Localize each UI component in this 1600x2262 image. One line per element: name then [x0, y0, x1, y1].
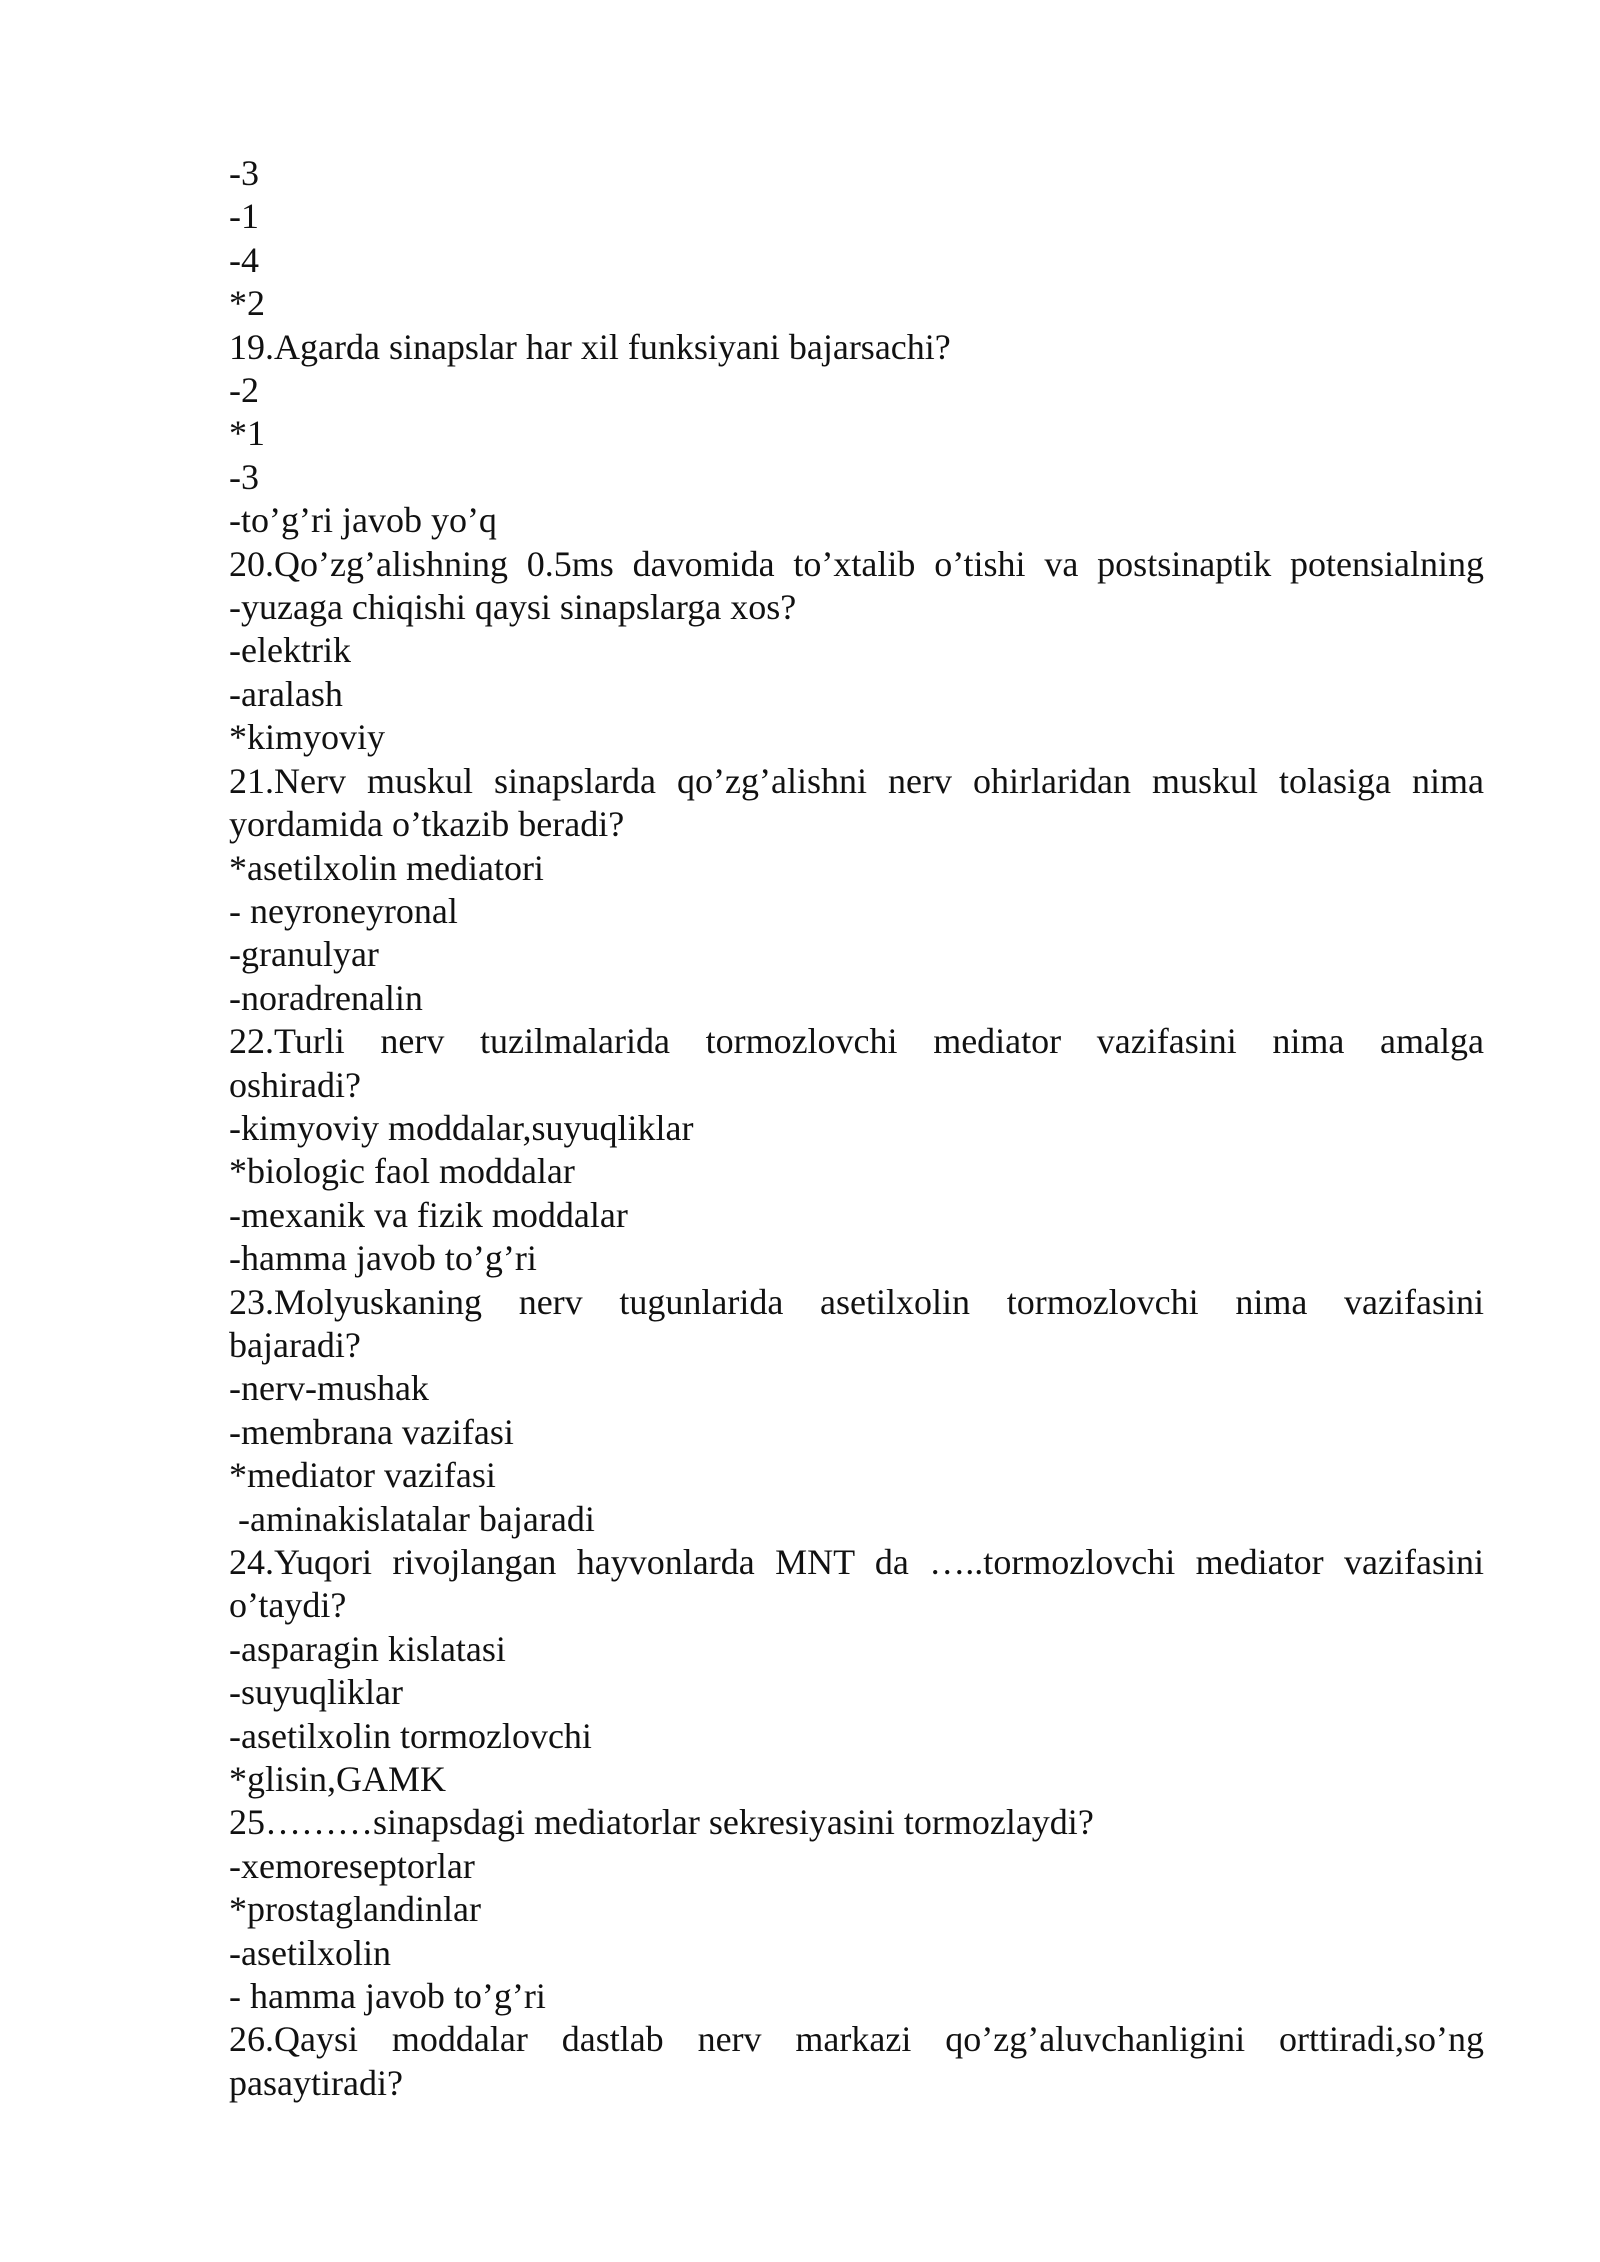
text-line: -membrana vazifasi	[229, 1411, 514, 1452]
text-line: -3	[229, 456, 259, 497]
text-line: yordamida o’tkazib beradi?	[229, 804, 625, 845]
question-23: 23.Molyuskaning nerv tugunlarida asetilxolin tormozlovchi nima vazifasini	[229, 1281, 1484, 1322]
question-21: 21.Nerv muskul sinapslarda qo’zg’alishni nerv ohirlaridan muskul tolasiga nima	[229, 760, 1484, 801]
text-line: bajaradi?	[229, 1324, 361, 1365]
text-line: -kimyoviy moddalar,suyuqliklar	[229, 1107, 694, 1148]
text-line: *asetilxolin mediatori	[229, 847, 544, 888]
text-line: -1	[229, 196, 259, 237]
text-line: -nerv-mushak	[229, 1368, 429, 1409]
text-line: -elektrik	[229, 630, 351, 671]
text-line: *glisin,GAMK	[229, 1759, 447, 1800]
text-line: -granulyar	[229, 934, 379, 975]
text-line: -suyuqliklar	[229, 1672, 403, 1713]
document-text	[229, 152, 1484, 2105]
text-line: oshiradi?	[229, 1064, 361, 1105]
text-line: -mexanik va fizik moddalar	[229, 1194, 628, 1235]
question-24: 24.Yuqori rivojlangan hayvonlarda MNT da …..tormozlovchi mediator vazifasini	[229, 1542, 1484, 1582]
text-line: -4	[229, 239, 259, 280]
text-line: -yuzaga chiqishi qaysi sinapslarga xos?	[229, 587, 797, 628]
question-19: 19.Agarda sinapslar har xil funksiyani bajarsachi?	[229, 326, 951, 367]
text-line: -3	[229, 153, 259, 193]
text-line: pasaytiradi?	[229, 2062, 403, 2103]
text-line: -asetilxolin	[229, 1932, 391, 1973]
text-line: *mediator vazifasi	[229, 1455, 496, 1496]
question-26: 26.Qaysi moddalar dastlab nerv markazi qo’zg’aluvchanligini orttiradi,so’ng	[229, 2019, 1484, 2060]
text-line: -asparagin kislatasi	[229, 1628, 506, 1669]
text-line: *prostaglandinlar	[229, 1889, 481, 1930]
text-line: - hamma javob to’g’ri	[229, 1976, 546, 2017]
text-line: -aralash	[229, 673, 343, 714]
question-22: 22.Turli nerv tuzilmalarida tormozlovchi mediator vazifasini nima amalga	[229, 1021, 1484, 1062]
question-20: 20.Qo’zg’alishning 0.5ms davomida to’xtalib o’tishi va postsinaptik potensialning	[229, 543, 1484, 584]
text-line: *kimyoviy	[229, 717, 386, 758]
text-line: -noradrenalin	[229, 977, 423, 1018]
text-line: -aminakislatalar bajaradi	[229, 1498, 595, 1539]
text-line: *1	[229, 413, 265, 454]
text-line: - neyroneyronal	[229, 890, 458, 931]
text-line: -xemoreseptorlar	[229, 1845, 475, 1886]
text-line: -2	[229, 370, 259, 411]
text-line: -to’g’ri javob yo’q	[229, 500, 497, 541]
question-25: 25………sinapsdagi mediatorlar sekresiyasini tormozlaydi?	[229, 1802, 1094, 1843]
text-line: *2	[229, 283, 265, 324]
text-line: o’taydi?	[229, 1585, 347, 1626]
text-line: -asetilxolin tormozlovchi	[229, 1715, 592, 1756]
text-line: -hamma javob to’g’ri	[229, 1238, 537, 1279]
text-line: *biologic faol moddalar	[229, 1151, 575, 1192]
